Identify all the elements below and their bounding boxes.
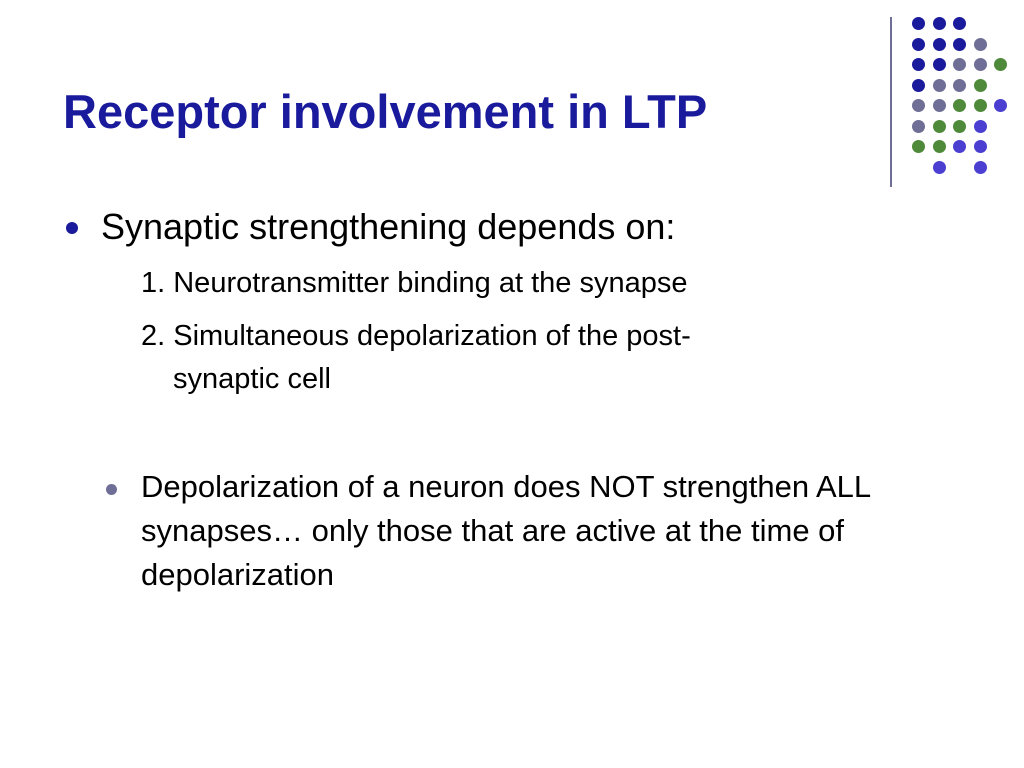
decorative-dot — [953, 38, 966, 51]
sub-item-2-line2: synaptic cell — [173, 363, 331, 395]
decorative-dot — [933, 79, 946, 92]
bullet-dot-icon — [66, 222, 78, 234]
decorative-dot — [933, 38, 946, 51]
decorative-dot — [933, 17, 946, 30]
decorative-dot — [953, 99, 966, 112]
bullet-main-text: Synaptic strengthening depends on: — [101, 206, 676, 247]
decorative-dot — [912, 99, 925, 112]
decorative-dot — [953, 120, 966, 133]
decorative-dot — [933, 120, 946, 133]
decorative-dot — [953, 58, 966, 71]
slide-title: Receptor involvement in LTP — [63, 85, 708, 138]
decorative-dot — [974, 79, 987, 92]
decorative-dot — [912, 58, 925, 71]
decorative-dot — [933, 58, 946, 71]
decorative-dot — [974, 161, 987, 174]
decorative-dot — [974, 38, 987, 51]
decorative-dot — [933, 140, 946, 153]
sub-item-2 — [141, 315, 861, 401]
decorative-dot — [912, 79, 925, 92]
decorative-dot — [994, 58, 1007, 71]
decorative-dot — [974, 140, 987, 153]
title-divider-line — [890, 17, 892, 187]
decorative-dot — [912, 17, 925, 30]
decorative-dot — [953, 140, 966, 153]
sub-item-2-line1: 2. Simultaneous depolarization of the post- — [141, 320, 691, 352]
sub-item-1: 1. Neurotransmitter binding at the synapse — [141, 267, 688, 299]
decorative-dot — [953, 79, 966, 92]
decorative-dot — [994, 99, 1007, 112]
decorative-dot — [974, 58, 987, 71]
sub-bullet-dot-icon — [106, 484, 117, 495]
decorative-dot — [974, 120, 987, 133]
decorative-dot — [933, 99, 946, 112]
decorative-dot — [953, 17, 966, 30]
decorative-dot — [912, 140, 925, 153]
decorative-dot — [912, 38, 925, 51]
decorative-dot — [912, 120, 925, 133]
bullet-second-text: Depolarization of a neuron does NOT strengthen ALL synapses… only those that are active at the time of depolarization — [141, 469, 870, 592]
decorative-dot — [933, 161, 946, 174]
decorative-dot — [974, 99, 987, 112]
